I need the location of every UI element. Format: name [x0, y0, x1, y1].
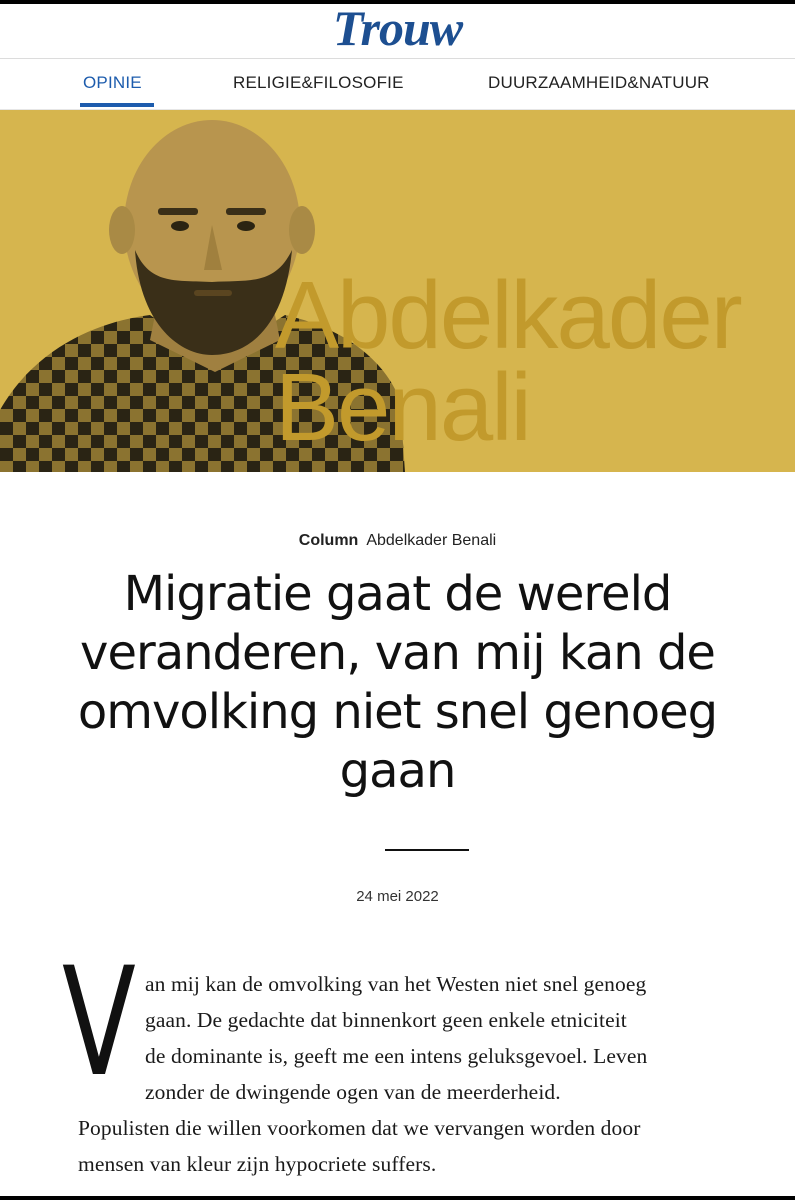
- trouw-logo[interactable]: Trouw: [332, 0, 463, 56]
- article-date: 24 mei 2022: [356, 888, 439, 905]
- hero-author-name: [275, 262, 741, 461]
- article-kind[interactable]: Column: [298, 532, 359, 549]
- nav-item-duurzaamheid-natuur[interactable]: DUURZAAMHEID&NATUUR: [488, 73, 710, 92]
- section-nav: [0, 59, 795, 110]
- nav-active-indicator: [80, 103, 154, 107]
- hero-name-line2: Benali: [275, 354, 530, 461]
- hero-name-line1: Abdelkader: [275, 262, 741, 369]
- body-line: zonder de dwingende ogen van de meerderheid.: [145, 1080, 561, 1104]
- nav-item-opinie[interactable]: OPINIE: [83, 73, 142, 92]
- body-line: an mij kan de omvolking van het Westen niet snel genoeg: [145, 972, 647, 996]
- site-header: [0, 0, 795, 59]
- bottom-border: [0, 1196, 795, 1200]
- headline-divider: [385, 849, 469, 851]
- body-line: mensen van kleur zijn hypocriete suffers.: [78, 1152, 437, 1176]
- nav-item-religie-filosofie[interactable]: RELIGIE&FILOSOFIE: [233, 73, 404, 92]
- author-hero-banner: [0, 110, 795, 472]
- article-dropcap: V: [62, 936, 136, 1110]
- article-author[interactable]: Abdelkader Benali: [366, 532, 497, 549]
- body-line: Populisten die willen voorkomen dat we vervangen worden door: [78, 1116, 641, 1140]
- body-line: de dominante is, geeft me een intens geluksgevoel. Leven: [145, 1044, 648, 1068]
- body-line: gaan. De gedachte dat binnenkort geen enkele etniciteit: [145, 1008, 627, 1032]
- article-headline: Migratie gaat de wereld veranderen, van mij kan de omvolking niet snel genoeg gaan: [77, 566, 718, 799]
- article-tagline: [0, 532, 795, 550]
